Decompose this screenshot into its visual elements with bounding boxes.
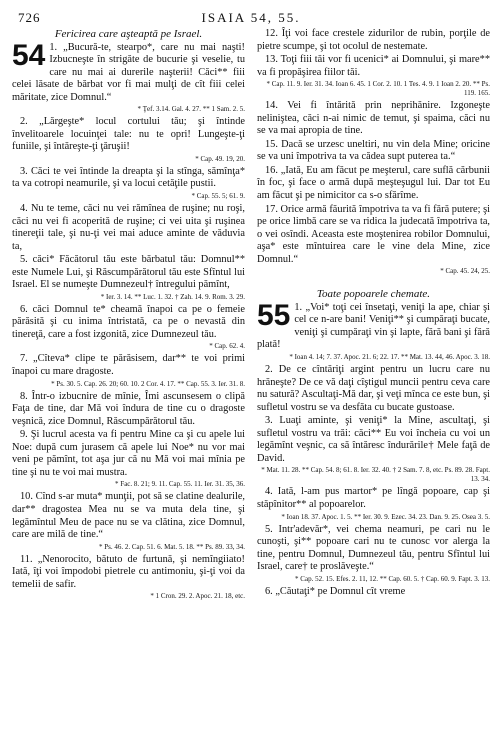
verse-text: 16. „Iată, Eu am făcut pe meşterul, care suflă cărbunii în foc, şi face o armă după meşteşugul lui. Dar tot Eu am făcut şi pe nimicitor ca s-o sfărîme. — [257, 164, 490, 202]
cross-reference-text: * Cap. 11. 9. Ier. 31. 34. Ioan 6. 45. 1 Cor. 2. 10. 1 Tes. 4. 9. 1 Ioan 2. 20. ** Ps. 119. 165. — [266, 80, 490, 98]
cross-reference-text: * Ps. 46. 2. Cap. 51. 6. Mat. 5. 18. ** Ps. 89. 33, 34. — [98, 542, 245, 551]
section-gap — [257, 278, 490, 288]
verse-text: 8. Într-o izbucnire de mînie, Îmi ascunsesem o clipă Faţa de tine, dar Mă voi îndura de tine cu o dragoste veşnică, zice Domnul, Răscumpărătorul tău. — [12, 390, 245, 427]
verse-text: 13. Toţi fiii tăi vor fi ucenici* ai Domnului, şi mare** va fi propăşirea fiilor tăi. — [257, 54, 490, 78]
cross-reference-text: * Cap. 62. 4. — [209, 342, 245, 351]
page-header — [12, 8, 490, 26]
cross-reference-text: * Ţef. 3.14. Gal. 4. 27. ** 1 Sam. 2. 5. — [137, 105, 245, 114]
running-title: ISAIA 54, 55. — [201, 10, 301, 25]
cross-reference-text: * Mat. 11. 28. ** Cap. 54. 8; 61. 8. Ier. 32. 40. † 2 Sam. 7. 8, etc. Ps. 89. 28. Fapt. 13. 34. — [261, 466, 490, 484]
verse-text: 4. Nu te teme, căci nu vei rămînea de ruşine; nu roşi, căci nu vei fi acoperită de ruşine; ci vei uita şi ruşinea tinereţii tale, şi nu-ţi vei mai aduce aminte de văduvia ta, — [12, 203, 245, 252]
verse — [12, 353, 245, 378]
verse-text: 15. Dacă se urzesc uneltiri, nu vin dela Mine; oricine se va uni împotriva ta va cădea supt puterea ta.“ — [257, 138, 490, 163]
cross-reference-text: * Cap. 52. 15. Efes. 2. 11, 12. ** Cap. 60. 5. † Cap. 60. 9. Fapt. 3. 13. — [295, 574, 490, 583]
verse-text: 3. Luaţi aminte, şi veniţi* la Mine, ascultaţi, şi sufletul vostru va trăi: căci** Eu voi încheia cu voi un legămînt veşnic, ca să întăresc îndurările† Mele faţă de David. — [257, 415, 490, 464]
cross-reference — [12, 342, 245, 351]
verse — [257, 364, 490, 414]
cross-reference-text: * 1 Cron. 29. 2. Apoc. 21. 18, etc. — [150, 592, 245, 601]
cross-reference — [257, 267, 490, 276]
verse — [12, 116, 245, 154]
verse-text: 9. Şi lucrul acesta va fi pentru Mine ca şi cu apele lui Noe: după cum jurasem că apele lui Noe* nu vor mai veni pe pămînt, tot aşa jur că nu Mă voi mai mînia pe tine şi nu te voi mai mustra. — [12, 429, 245, 478]
cross-reference — [12, 592, 245, 601]
cross-reference-text: * Ier. 3. 14. ** Luc. 1. 32. † Zah. 14. 9. Rom. 3. 29. — [100, 292, 245, 301]
cross-reference — [257, 575, 490, 584]
chapter-number: 54 — [12, 38, 46, 72]
verse-text: 4. Iată, l-am pus martor* pe lîngă popoare, cap şi stăpînitor** al popoarelor. — [257, 486, 490, 510]
cross-reference — [12, 293, 245, 302]
verse-text: 11. „Nenorocito, bătuto de furtună, şi nemîngiiato! Iată, îţi voi împodobi pietrele cu antimoniu, şi-ţi voi da temelii de safir. — [12, 553, 245, 590]
verse — [12, 429, 245, 479]
cross-reference-text: * Cap. 55. 5; 61. 9. — [191, 192, 245, 201]
verse-text: 5. căci* Făcătorul tău este bărbatul tău: Domnul** este Numele Lui, şi Răscumpărătorul tău este Sfîntul lui Israel. El se numeşte Dumnezeul† întregului pămînt, — [12, 254, 245, 291]
verse-text: 14. Vei fi întărită prin neprihănire. Izgoneşte neliniştea, căci n-ai nimic de temut, şi spaima, căci nu se va mai apropia de tine. — [257, 100, 490, 137]
cross-reference — [12, 105, 245, 114]
verse — [257, 415, 490, 465]
cross-reference — [257, 466, 490, 484]
verse — [257, 524, 490, 574]
verse — [257, 486, 490, 511]
right-column — [257, 28, 490, 603]
left-column — [12, 28, 245, 603]
verse — [12, 491, 245, 541]
cross-reference — [257, 513, 490, 522]
verse-text: 1. „Bucură-te, stearpo*, care nu mai naşti! Izbucneşte în strigăte de bucurie şi veselie, tu care nu mai ai durerile naşterii! Căci** fiii celei lăsate de bărbat vor fi mai mulţi de cît fiii celei măritate, zice Domnul.“ — [12, 41, 245, 103]
verse-text: 17. Orice armă făurită împotriva ta va fi fără putere; şi pe orice limbă care se va ridica la judecată împotriva ta, o vei osîndi. Aceasta este moştenirea robilor Domnului, aşa* este mîntuirea care le vine dela Mine, zice Domnul.“ — [257, 203, 490, 265]
section-title: Fericirea care aşteaptă pe Israel. — [54, 28, 203, 40]
verse — [257, 298, 490, 352]
verse — [12, 38, 245, 105]
verse — [257, 28, 490, 53]
verse-text: 7. „Cîteva* clipe te părăsisem, dar** te voi primi înapoi cu mare dragoste. — [12, 353, 245, 378]
chapter-number: 55 — [257, 298, 291, 332]
cross-reference — [257, 80, 490, 98]
cross-reference-text: * Cap. 45. 24, 25. — [440, 267, 490, 276]
cross-reference — [12, 480, 245, 489]
cross-reference — [12, 380, 245, 389]
cross-reference-text: * Cap. 49. 19, 20. — [195, 154, 245, 163]
verse-text: 3. Căci te vei întinde la dreapta şi la stînga, sămînţa* ta va cotropi neamurile, şi va locui cetăţile pustii. — [12, 165, 245, 190]
cross-reference-text: * Fac. 8. 21; 9. 11. Cap. 55. 11. Ier. 31. 35, 36. — [115, 480, 245, 489]
verse-text: 12. Îţi voi face crestele zidurilor de rubin, porţile de pietre scumpe, şi tot ocolul de nestemate. — [257, 28, 490, 52]
verse-text: 1. „Voi* toţi cei însetaţi, veniţi la ape, chiar şi cel ce n-are bani! Veniţi** şi cumpăraţi bucate, veniţi şi cumpăraţi vin şi lapte, fără bani şi fără plată! — [257, 301, 490, 351]
verse — [257, 204, 490, 267]
verse — [12, 304, 245, 342]
verse — [12, 203, 245, 253]
verse — [12, 554, 245, 592]
cross-reference — [257, 353, 490, 362]
section-title: Toate popoarele chemate. — [316, 288, 431, 301]
verse — [257, 165, 490, 203]
verse-text: 6. „Căutaţi* pe Domnul cît vreme — [265, 585, 406, 597]
verse-text: 10. Cînd s-ar muta* munţii, pot să se clatine dealurile, dar** dragostea Mea nu se va muta dela tine, şi legămîntul Meu de pace nu se va clătina, zice Domnul, care are milă de tine.“ — [12, 491, 245, 541]
cross-reference — [12, 155, 245, 164]
verse-text: 2. „Lărgeşte* locul cortului tău; şi întinde învelitoarele locuinţei tale: nu te opri! Lungeşte-ţi funiile, şi întăreşte-ţi ţăruşii! — [12, 116, 245, 153]
page-number: 726 — [18, 10, 41, 25]
cross-reference-text: * Ioan 18. 37. Apoc. 1. 5. ** Ier. 30. 9. Ezec. 34. 23. Dan. 9. 25. Osea 3. 5. — [281, 512, 490, 521]
verse-text: 5. Intr'adevăr*, vei chema neamuri, pe cari nu le cunoşti, şi** popoare cari nu te cunosc vor alerga la tine, pentru Domnul, Dumnezeul tău, pentru Sfîntul lui Israel, care† te proslăveşte.“ — [257, 523, 490, 573]
cross-reference-text: * Ioan 4. 14; 7. 37. Apoc. 21. 6; 22. 17. ** Mat. 13. 44, 46. Apoc. 3. 18. — [289, 353, 490, 362]
verse-text: 2. De ce cîntăriţi argint pentru un lucru care nu hrăneşte? De ce vă daţi cîştigul muncii pentru ceva care nu satură? Ascultaţi-Mă dar, şi veţi mînca ce este bun, şi sufletul vostru se va desfăta cu bucate gustoase. — [257, 364, 490, 413]
verse — [257, 586, 490, 599]
verse — [12, 391, 245, 429]
verse — [257, 100, 490, 138]
verse-text: 6. căci Domnul te* cheamă înapoi ca pe o femeie părăsită şi cu inima întristată, ca pe o nevastă din tinereţă, care a fost izgonită, zice Dumnezeul tău. — [12, 303, 245, 340]
cross-reference-text: * Ps. 30. 5. Cap. 26. 20; 60. 10. 2 Cor. 4. 17. ** Cap. 55. 3. Ier. 31. 8. — [51, 379, 245, 388]
verse — [257, 54, 490, 79]
verse — [12, 254, 245, 292]
cross-reference — [12, 192, 245, 201]
cross-reference — [12, 543, 245, 552]
verse — [257, 139, 490, 164]
verse — [12, 166, 245, 191]
